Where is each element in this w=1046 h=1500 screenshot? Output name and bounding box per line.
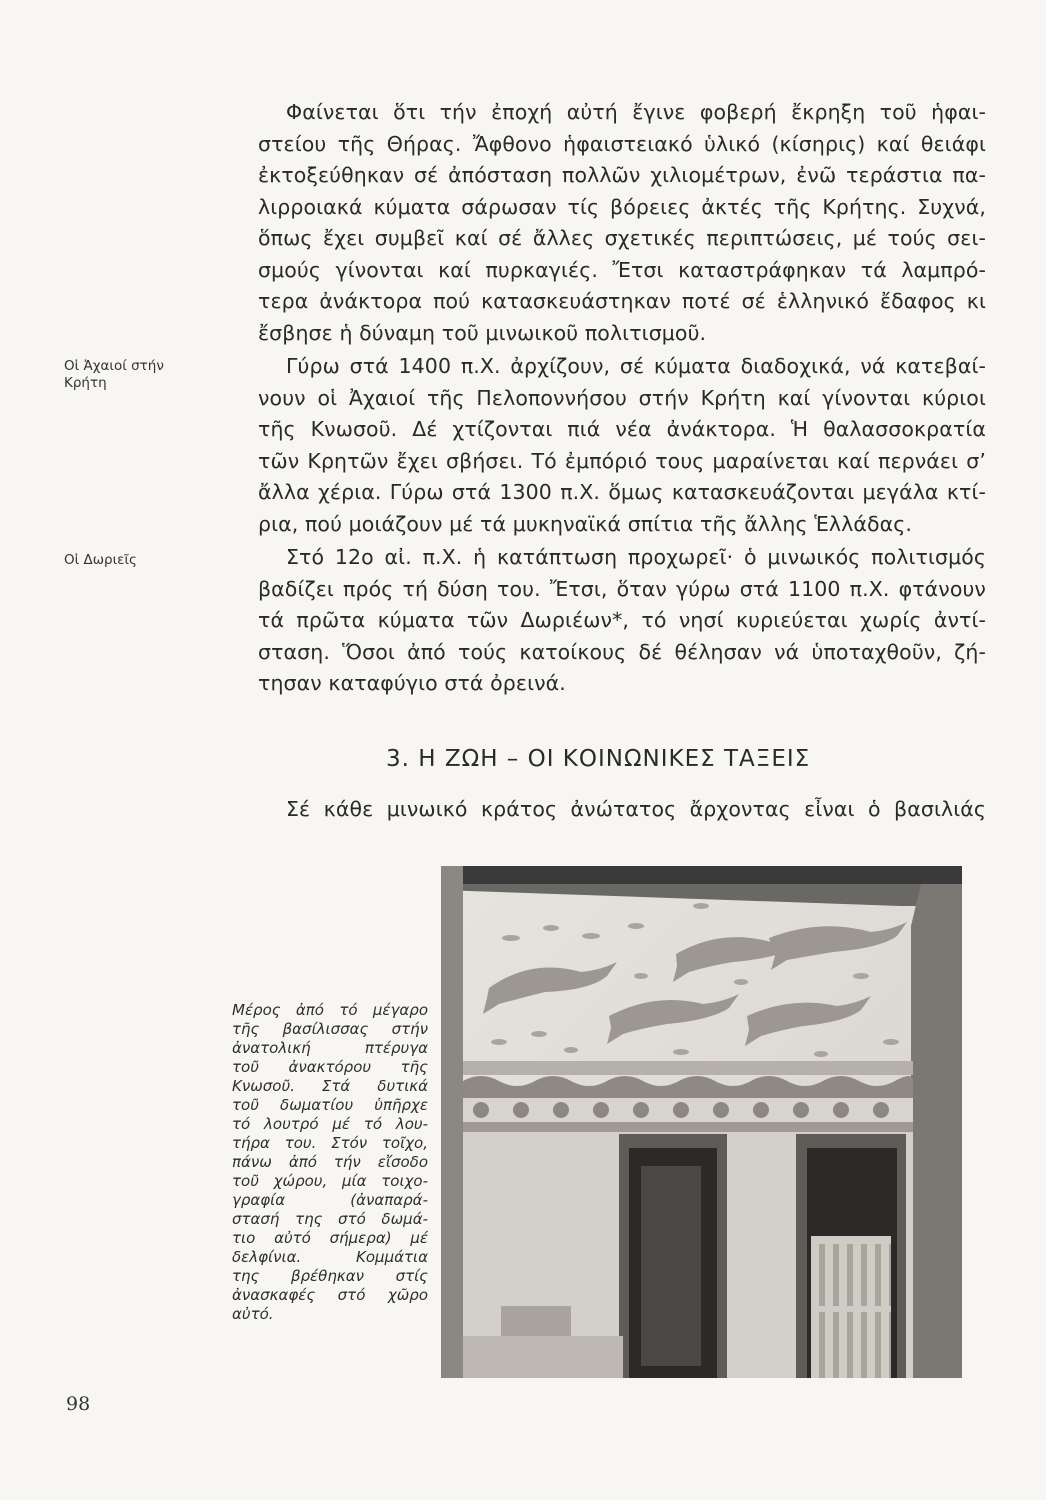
caption-line: αὐτό.: [232, 1305, 274, 1323]
text-line: Φαίνεται ὅτι τήν ἐποχή αὐτή ἔγινε φοβερή ἔκρηξη τοῦ ἡφαι-: [286, 100, 986, 124]
caption-line: της βρέθηκαν στίς: [232, 1267, 428, 1285]
text-line: Γύρω στά 1400 π.Χ. ἀρχίζουν, σέ κύματα διαδοχικά, νά κατεβαί-: [286, 354, 986, 378]
margin-note-line: Κρήτη: [64, 375, 107, 391]
caption-line: στασή της στό δωμά-: [232, 1210, 428, 1228]
text-line: τῶν Κρητῶν ἔχει σβήσει. Τό ἐμπόριό τους μαραίνεται καί περνάει σ’: [258, 448, 986, 473]
text-line: τά πρῶτα κύματα τῶν Δωριέων*, τό νησί κυριεύεται χωρίς ἀντί-: [258, 608, 986, 632]
caption-line: τῆς βασίλισσας στήν: [232, 1020, 428, 1038]
caption-line: τοῦ ἀνακτόρου τῆς: [232, 1058, 428, 1076]
caption-line: τοῦ δωματίου ὑπῆρχε: [232, 1096, 428, 1114]
margin-note-dorians: [64, 552, 224, 569]
text-line: τερα ἀνάκτορα πού κατασκευάστηκαν ποτέ σέ ἑλληνικό ἔδαφος κι: [258, 289, 986, 313]
caption-line: ἀνασκαφές στό χῶρο: [232, 1286, 428, 1304]
caption-line: τιο αὐτό σήμερα) μέ: [232, 1229, 428, 1247]
caption-line: τό λουτρό μέ τό λου-: [232, 1115, 428, 1133]
caption-line: Κνωσοῦ. Στά δυτικά: [232, 1077, 428, 1095]
section-heading: 3. Η ΖΩΗ – ΟΙ ΚΟΙΝΩΝΙΚΕΣ ΤΑΞΕΙΣ: [386, 746, 811, 772]
text-line: στείου τῆς Θήρας. Ἄφθονο ἡφαιστειακό ὑλικό (κίσηρις) καί θειάφι: [258, 131, 986, 156]
paragraph-thera-eruption: [258, 97, 986, 349]
margin-note-line: Οἱ Ἀχαιοί στήν: [64, 358, 164, 374]
text-line: τησαν καταφύγιο στά ὀρεινά.: [258, 671, 566, 695]
text-line: νουν οἱ Ἀχαιοί τῆς Πελοποννήσου στήν Κρήτη καί γίνονται κύριοι: [258, 385, 986, 410]
text-line: ρια, πού μοιάζουν μέ τά μυκηναϊκά σπίτια τῆς ἄλλης Ἑλλάδας.: [258, 511, 912, 536]
text-line: Σέ κάθε μινωικό κράτος ἀνώτατος ἄρχοντας εἶναι ὁ βασιλιάς: [286, 797, 986, 821]
text-line: βαδίζει πρός τή δύση του. Ἔτσι, ὅταν γύρω στά 1100 π.Χ. φτάνουν: [258, 576, 986, 601]
text-line: ἔσβησε ἡ δύναμη τοῦ μινωικοῦ πολιτισμοῦ.: [258, 320, 707, 345]
caption-line: δελφίνια. Κομμάτια: [232, 1248, 428, 1266]
paragraph-achaeans: [258, 351, 986, 540]
caption-line: γραφία (ἀναπαρά-: [232, 1191, 428, 1209]
text-line: ἄλλα χέρια. Γύρω στά 1300 π.Χ. ὅμως κατασκευάζονται μεγάλα κτί-: [258, 480, 986, 504]
caption-line: ἀνατολική πτέρυγα: [232, 1039, 428, 1057]
text-line: ὅπως ἔχει συμβεῖ καί σέ ἄλλες σχετικές περιπτώσεις, μέ τούς σει-: [258, 226, 986, 250]
text-line: λιρροιακά κύματα σάρωσαν τίς βόρειες ἀκτές τῆς Κρήτης. Συχνά,: [258, 194, 986, 219]
text-line: σμούς γίνονται καί πυρκαγιές. Ἔτσι καταστράφηκαν τά λαμπρό-: [258, 257, 986, 282]
page-number: 98: [66, 1393, 91, 1415]
text-line: τῆς Κνωσοῦ. Δέ χτίζονται πιά νέα ἀνάκτορα. Ἡ θαλασσοκρατία: [258, 417, 986, 441]
caption-line: Μέρος ἀπό τό μέγαρο: [232, 1001, 428, 1019]
paragraph-dorians: [258, 542, 986, 700]
dolphin-fresco-photo: [441, 866, 962, 1378]
margin-note-achaeans: [64, 358, 224, 392]
margin-note-line: Οἱ Δωριεῖς: [64, 552, 137, 568]
text-line: σταση. Ὅσοι ἀπό τούς κατοίκους δέ θέλησαν νά ὑποταχθοῦν, ζή-: [258, 639, 986, 664]
paragraph-minoan-king: [258, 794, 986, 826]
text-line: ἐκτοξεύθηκαν σέ ἀπόσταση πολλῶν χιλιομέτρων, ἐνῶ τεράστια πα-: [258, 163, 986, 187]
photo-caption: [232, 1001, 428, 1324]
text-line: Στό 12ο αἰ. π.Χ. ἡ κατάπτωση προχωρεῖ· ὁ μινωικός πολιτισμός: [286, 545, 986, 569]
caption-line: τοῦ χώρου, μία τοιχο-: [232, 1172, 428, 1190]
caption-line: πάνω ἀπό τήν εἴσοδο: [232, 1153, 428, 1171]
caption-line: τήρα του. Στόν τοῖχο,: [232, 1134, 428, 1152]
